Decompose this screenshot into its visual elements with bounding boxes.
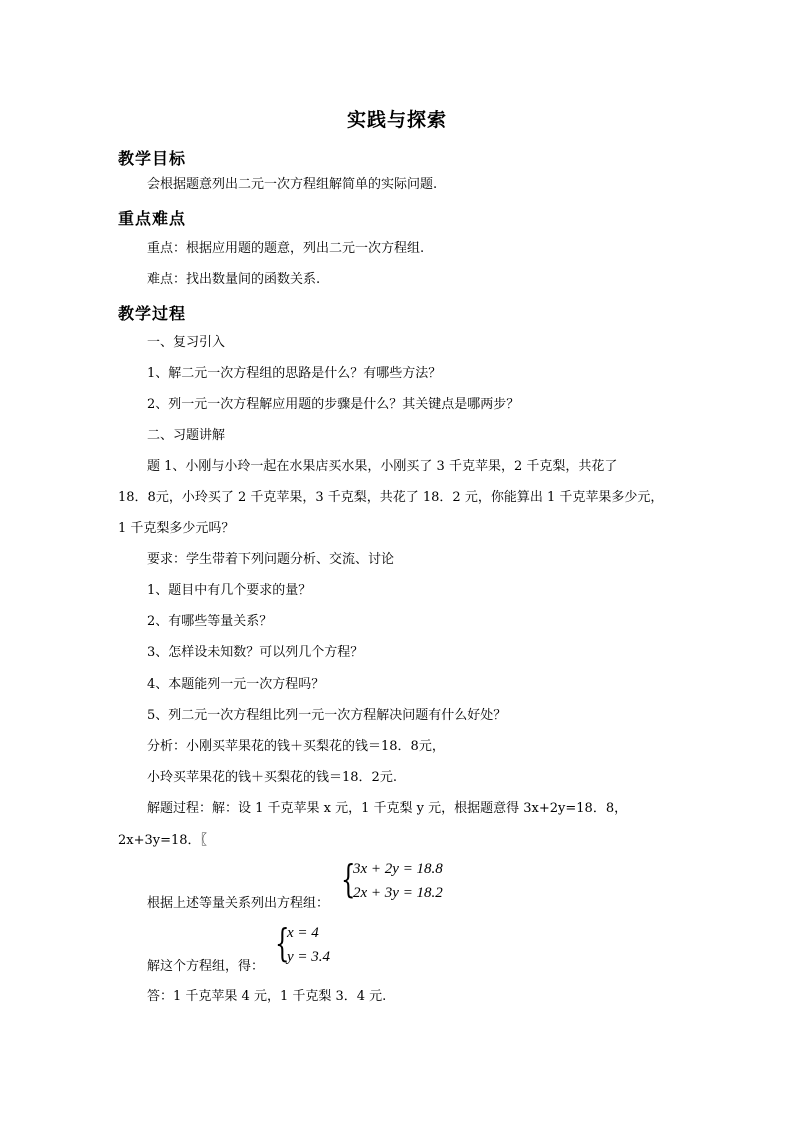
heading-teaching-process: 教学过程: [118, 304, 187, 323]
solution-line-1: 解题过程：解：设 1 千克苹果 x 元，1 千克梨 y 元，根据题意得 3x+2y=18．8，: [147, 801, 628, 816]
left-brace: {: [275, 921, 290, 965]
solution-line-2: 2x+3y=18．〖: [118, 833, 208, 848]
review-title: 一、复习引入: [147, 335, 226, 350]
requirement-question-4: 4、本题能列一元一次方程吗？: [147, 677, 325, 692]
equation-system-2: [275, 922, 355, 972]
system-equation-2: 2x + 3y = 18.2: [353, 885, 443, 901]
review-question-1: 1、解二元一次方程组的思路是什么？有哪些方法？: [147, 366, 442, 381]
hard-point-text: 难点：找出数量间的函数关系.: [147, 272, 321, 287]
system-equation-1: 3x + 2y = 18.8: [353, 861, 443, 877]
heading-teaching-goal: 教学目标: [118, 149, 187, 168]
analysis-line-2: 小玲买苹果花的钱＋买梨花的钱＝18．2元.: [147, 770, 397, 785]
solution-equation-1: x = 4: [287, 925, 319, 941]
solve-label: 解这个方程组，得：: [147, 959, 265, 974]
problem-line-2: 18．8元，小玲买了 2 千克苹果，3 千克梨，共花了 18．2 元，你能算出 1 千克苹果多少元，: [118, 490, 664, 505]
heading-key-points: 重点难点: [118, 209, 187, 228]
analysis-line-1: 分析：小刚买苹果花的钱＋买梨花的钱＝18．8元，: [147, 739, 445, 754]
system-label: 根据上述等量关系列出方程组：: [147, 896, 330, 911]
solution-equation-2: y = 3.4: [287, 949, 331, 965]
review-question-2: 2、列一元一次方程解应用题的步骤是什么？其关键点是哪两步？: [147, 397, 520, 412]
equation-system-1: [341, 858, 461, 908]
answer-text: 答：1 千克苹果 4 元，1 千克梨 3．4 元.: [147, 989, 387, 1004]
requirement-text: 要求：学生带着下列问题分析、交流、讨论: [147, 552, 395, 567]
exercise-title: 二、习题讲解: [147, 428, 226, 443]
requirement-question-1: 1、题目中有几个要求的量？: [147, 583, 312, 598]
page-title: 实践与探索: [346, 109, 447, 131]
problem-line-1: 题 1、小刚与小玲一起在水果店买水果，小刚买了 3 千克苹果，2 千克梨，共花了: [147, 459, 618, 474]
problem-line-3: 1 千克梨多少元吗？: [118, 521, 235, 536]
key-point-text: 重点：根据应用题的题意，列出二元一次方程组.: [147, 241, 425, 256]
requirement-question-3: 3、怎样设未知数？可以列几个方程？: [147, 645, 364, 660]
goal-text: 会根据题意列出二元一次方程组解简单的实际问题.: [147, 177, 438, 192]
left-brace: {: [341, 857, 356, 901]
requirement-question-2: 2、有哪些等量关系？: [147, 614, 273, 629]
requirement-question-5: 5、列二元一次方程组比列一元一次方程解决问题有什么好处？: [147, 708, 507, 723]
